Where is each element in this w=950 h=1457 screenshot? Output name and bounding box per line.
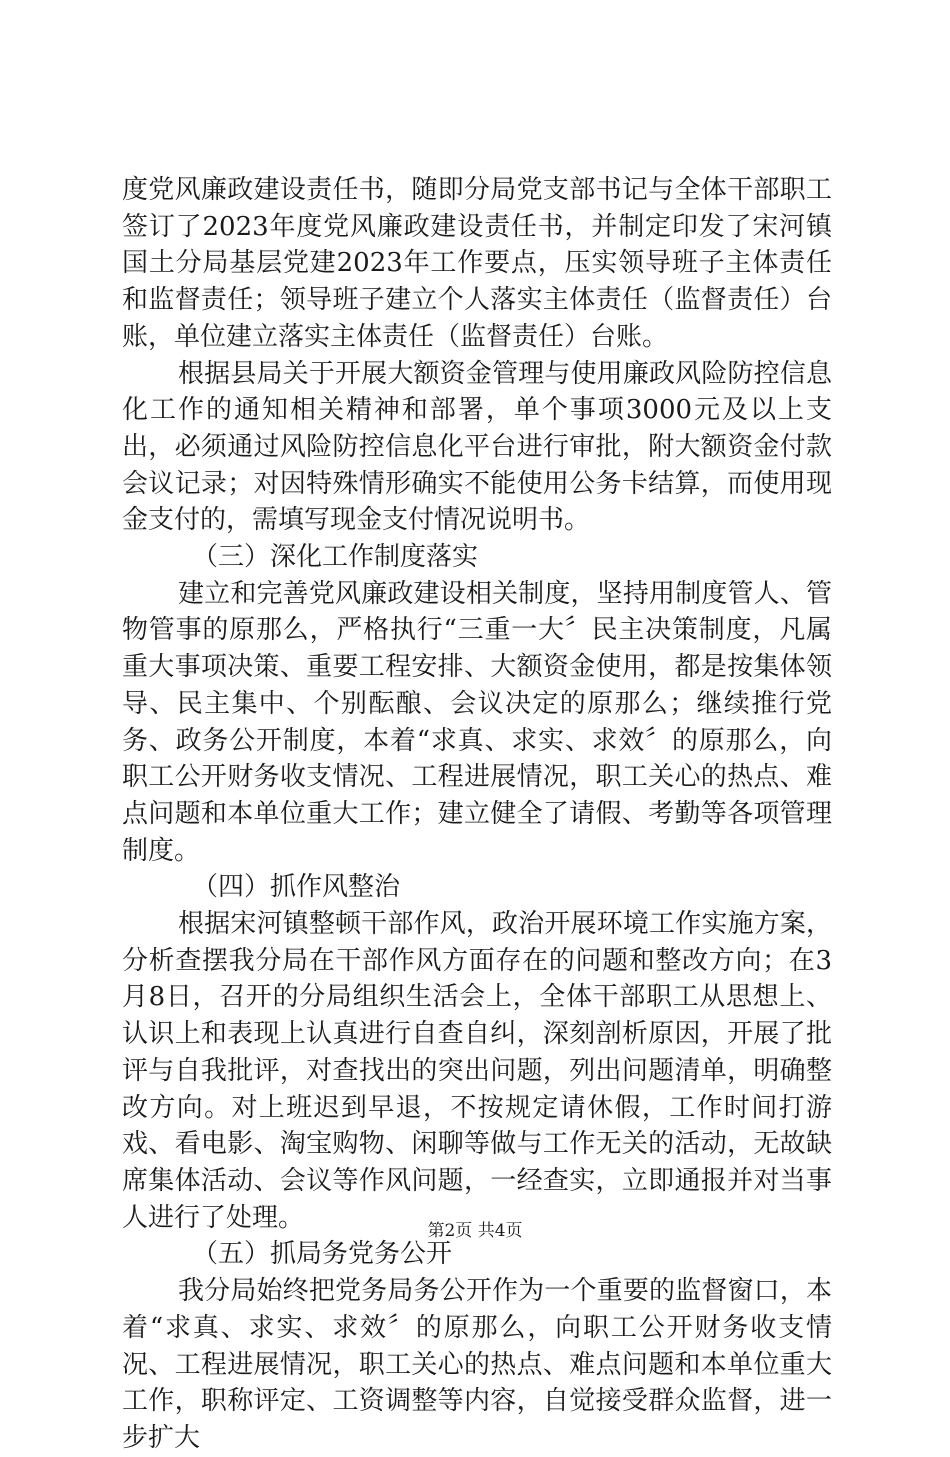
- section-heading-4: （四）抓作风整治: [192, 872, 401, 903]
- document-body: [122, 172, 832, 1457]
- section-heading-3: （三）深化工作制度落实: [192, 542, 479, 573]
- paragraph-affairs-disclosure: 我分局始终把党务局务公开作为一个重要的监督窗口，本着“求真、求实、求效〞的原那么，向职工公开财务收支情况、工程进展情况，职工关心的热点、难点问题和本单位重大工作，职称评定、工资调整等内容，自觉接受群众监督，进一步扩大: [122, 1276, 832, 1453]
- section-heading-5: （五）抓局务党务公开: [192, 1239, 453, 1270]
- paragraph-work-style: 根据宋河镇整顿干部作风，政治开展环境工作实施方案，分析查摆我分局在干部作风方面存在的问题和整改方向；在3月8日，召开的分局组织生活会上，全体干部职工从思想上、认识上和表现上认真进行自查自纠，深刻剖析原因，开展了批评与自我批评，对查找出的突出问题，列出问题清单，明确整改方向。对上班迟到早退，不按规定请休假，工作时间打游戏、看电影、淘宝购物、闲聊等做与工作无关的活动，无故缺席集体活动、会议等作风问题，一经查实，立即通报并对当事人进行了处理。: [122, 909, 832, 1233]
- paragraph-risk-control: 根据县局关于开展大额资金管理与使用廉政风险防控信息化工作的通知相关精神和部署，单个事项3000元及以上支出，必须通过风险防控信息化平台进行审批，附大额资金付款会议记录；对因特殊情形确实不能使用公务卡结算，而使用现金支付的，需填写现金支付情况说明书。: [122, 358, 832, 536]
- page-number-footer: 第2页 共4页: [427, 1221, 523, 1241]
- paragraph-system-implementation: 建立和完善党风廉政建设相关制度，坚持用制度管人、管物管事的原那么，严格执行“三重一大〞民主决策制度，凡属重大事项决策、重要工程安排、大额资金使用，都是按集体领导、民主集中、个别酝酿、会议决定的原那么；继续推行党务、政务公开制度，本着“求真、求实、求效〞的原那么，向职工公开财务收支情况、工程进展情况，职工关心的热点、难点问题和本单位重大工作；建立健全了请假、考勤等各项管理制度。: [122, 578, 832, 866]
- paragraph-continuation: 度党风廉政建设责任书，随即分局党支部书记与全体干部职工签订了2023年度党风廉政建设责任书，并制定印发了宋河镇国土分局基层党建2023年工作要点，压实领导班子主体责任和监督责任；领导班子建立个人落实主体责任（监督责任）台账，单位建立落实主体责任（监督责任）台账。: [122, 175, 832, 352]
